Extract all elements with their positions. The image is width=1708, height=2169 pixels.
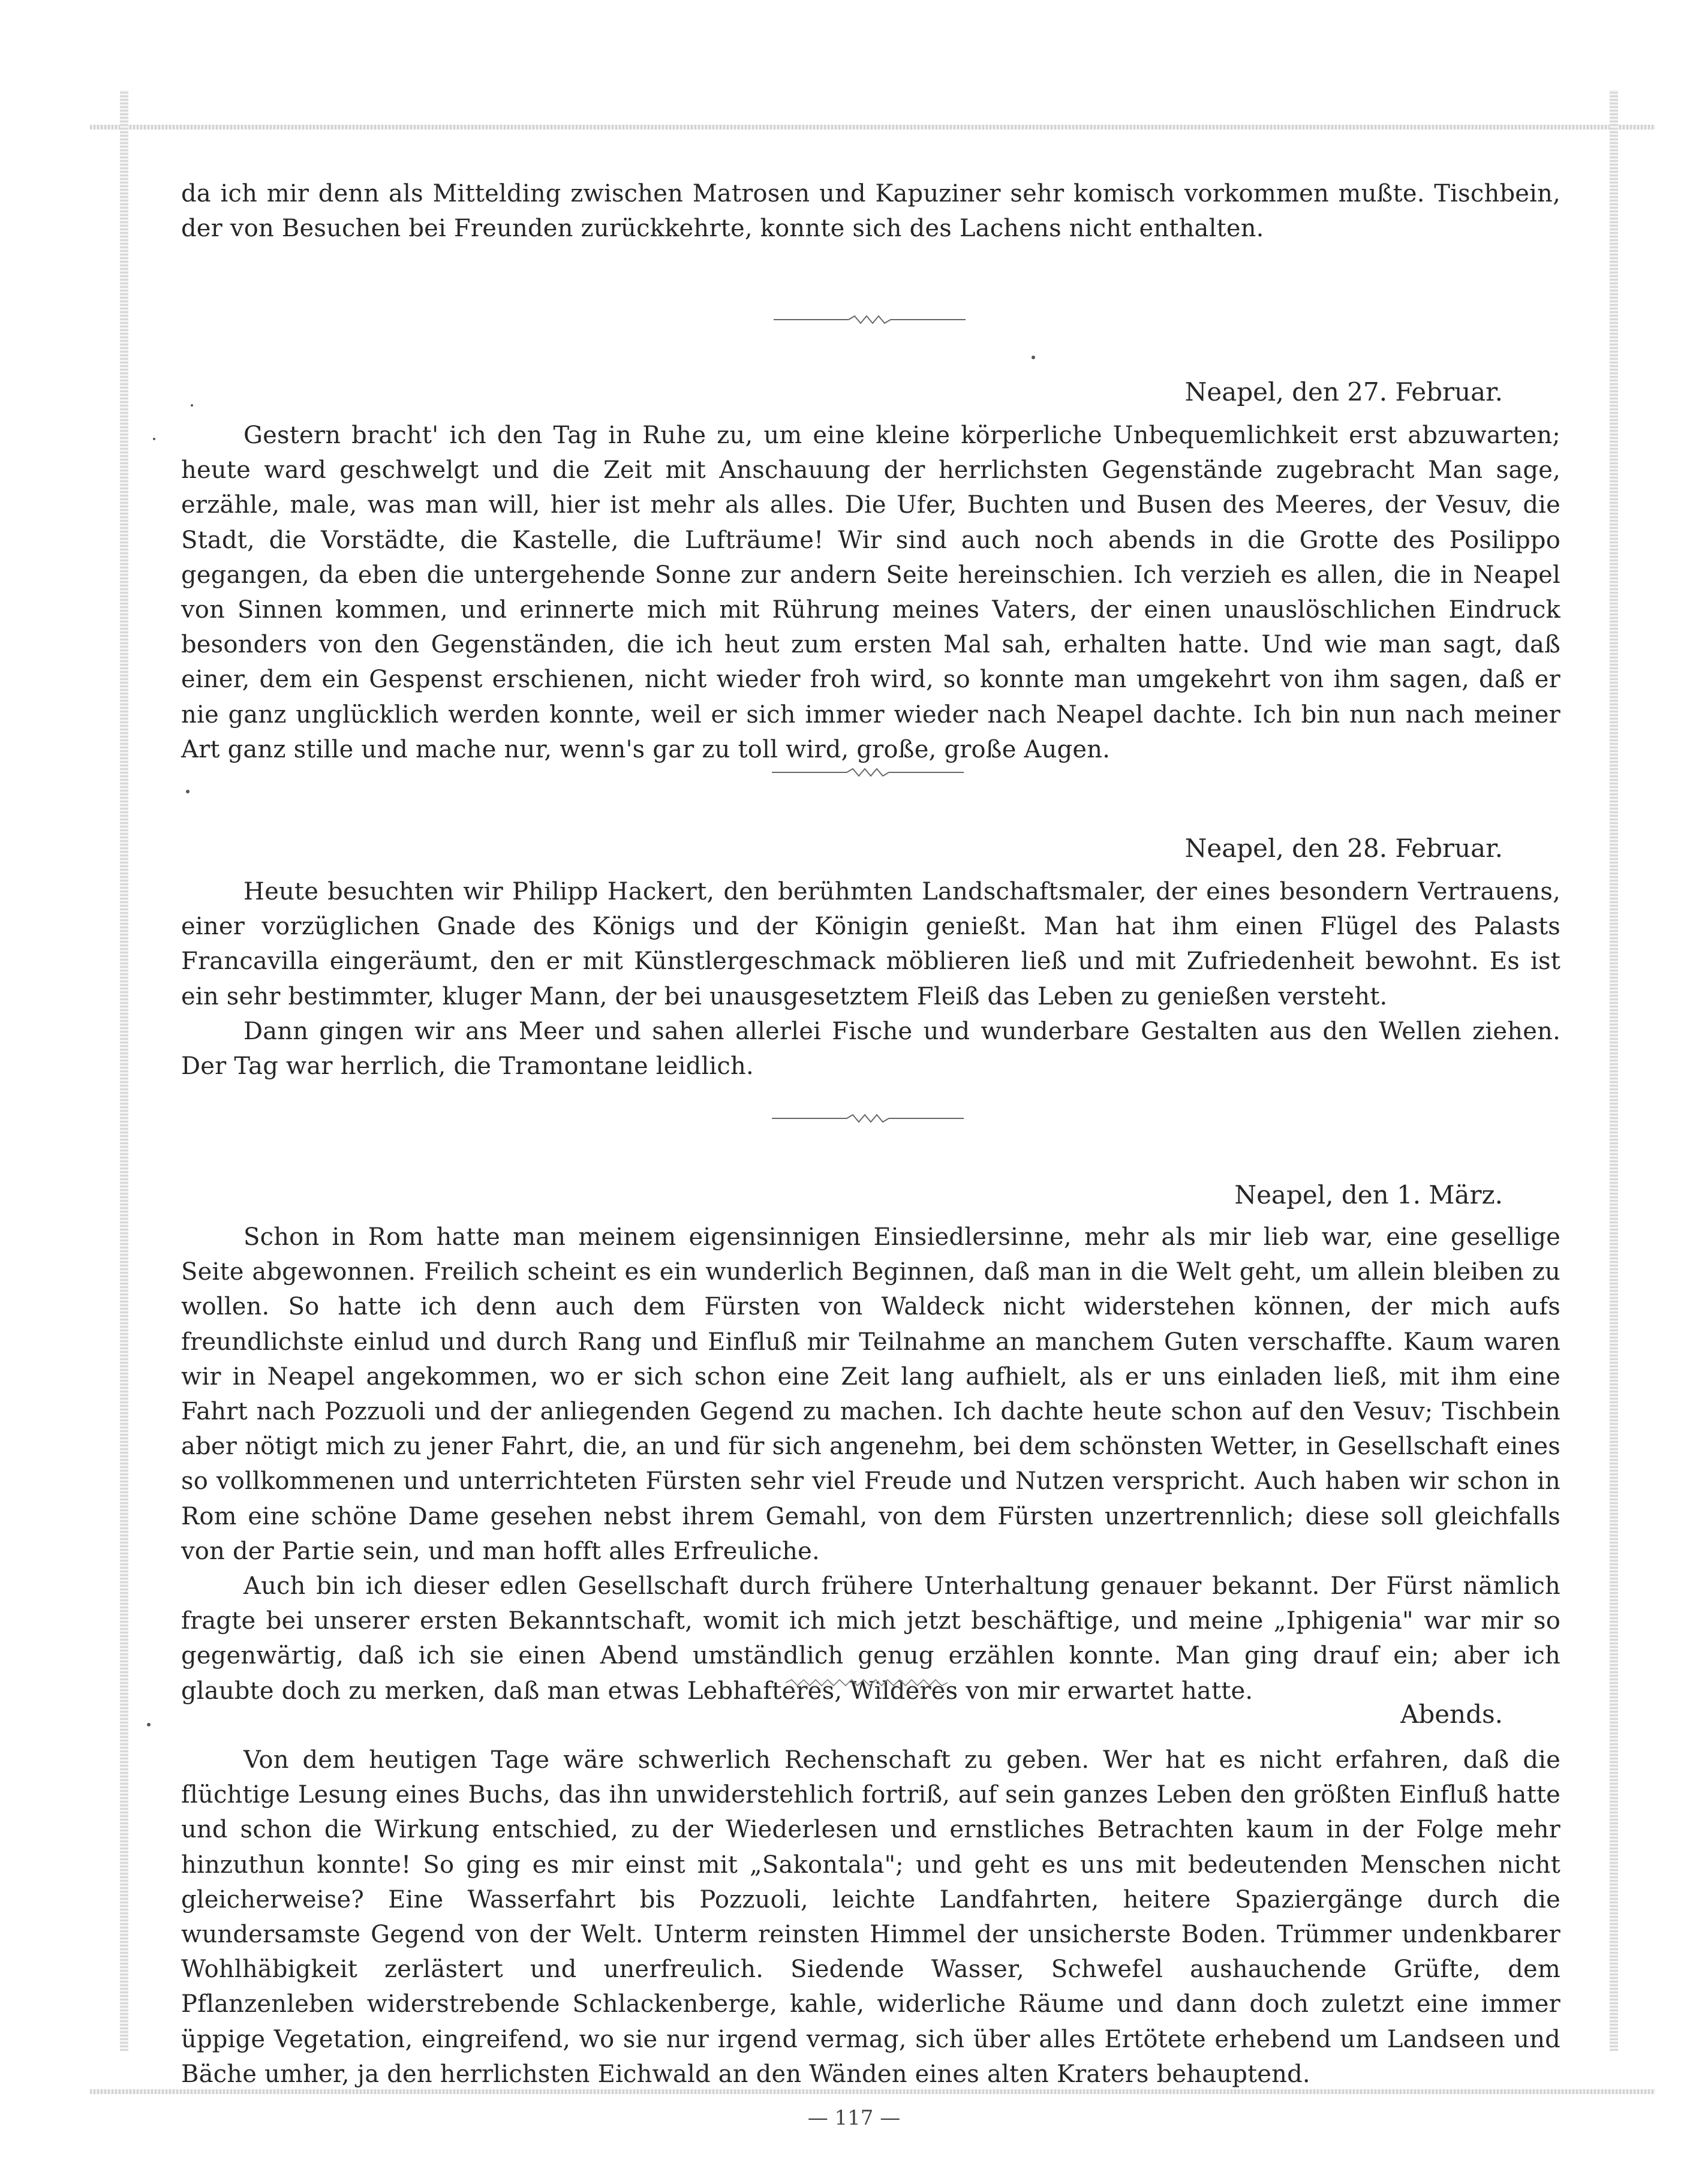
feb28-section [181,874,1560,1084]
paragraph: da ich mir denn als Mittelding zwischen Matrosen und Kapuziner sehr komisch vorkommen mußte. Tischbein, der von Besuchen bei Freunden zurückkehrte, konnte sich des Lachens nicht enthalten. [181,180,1560,243]
mar1-section [181,1220,1560,1708]
paragraph: Dann gingen wir ans Meer und sahen allerlei Fische und wunderbare Gestalten aus den Wellen ziehen. Der Tag war herrlich, die Tramontane leidlich. [181,1017,1560,1081]
date-heading: Neapel, den 27. Februar. [1184,377,1503,407]
paragraph: Von dem heutigen Tage wäre schwerlich Rechenschaft zu geben. Wer hat es nicht erfahren, daß die flüchtige Lesung eines Buchs, das ihn unwiderstehlich fortriß, auf sein ganzes Leben den größten Einfluß hatte und schon die Wirkung entschied, zu der Wiederlesen und ernstliches Betrachten kaum in der Folge mehr hinzuthun konnte! So ging es mir einst mit „Sakontala"; und geht es uns mit bedeutenden Menschen nicht gleicherweise? Eine Wasserfahrt bis Pozzuoli, leichte Landfahrten, heitere Spaziergänge durch die wundersamste Gegend von der Welt. Unterm reinsten Himmel der unsicherste Boden. Trümmer undenkbarer Wohlhäbigkeit zerlästert und unerfreulich. Siedende Wasser, Schwefel aushauchende Grüfte, dem Pflanzenleben widerstrebende Schlackenberge, kahle, widerliche Räume und dann doch zuletzt eine immer üppige Vegetation, eingreifend, wo sie nur irgend vermag, sich über alles Ertötete erhebend um Landseen und Bäche umher, ja den herrlichsten Eichwald an den Wänden eines alten Kraters behauptend. [181,1746,1560,2088]
scan-speck [191,404,193,407]
paragraph: Auch bin ich dieser edlen Gesellschaft durch frühere Unterhaltung genauer bekannt. Der Fürst nämlich fragte bei unserer ersten Bekanntschaft, womit ich mich jetzt beschäftige, und meine „Iphigenia" war mir so gegenwärtig, daß ich sie einen Abend umständlich genug erzählen konnte. Man ging drauf ein; aber ich glaubte doch zu merken, daß man etwas Lebhafteres, Wilderes von mir erwartet hatte. [181,1572,1560,1705]
date-heading: Neapel, den 28. Februar. [1184,834,1503,863]
scan-speck [153,438,155,440]
page-number: — 117 — [807,2106,901,2130]
scan-speck [186,790,190,793]
paragraph: Schon in Rom hatte man meinem eigensinnigen Einsiedlersinne, mehr als mir lieb war, eine gesellige Seite abgewonnen. Freilich scheint es ein wunderlich Beginnen, daß man in die Welt geht, um allein bleiben zu wollen. So hatte ich denn auch dem Fürsten von Waldeck nicht widerstehen können, der mich aufs freundlichste einlud und durch Rang und Einfluß mir Teilnahme an manchem Guten verschaffte. Kaum waren wir in Neapel angekommen, wo er sich schon eine Zeit lang aufhielt, als er uns einladen ließ, mit ihm eine Fahrt nach Pozzuoli und der anliegenden Gegend zu machen. Ich dachte heute schon auf den Vesuv; Tischbein aber nötigt mich zu jener Fahrt, die, an und für sich angenehm, bei dem schönsten Wetter, in Gesellschaft eines so vollkommenen und unterrichteten Fürsten sehr viel Freude und Nutzen verspricht. Auch haben wir schon in Rom eine schöne Dame gesehen nebst ihrem Gemahl, von dem Fürsten unzertrennlich; diese soll gleichfalls von der Partie sein, und man hofft alles Erfreuliche. [181,1223,1560,1565]
intro-section [181,176,1560,246]
left-border-rule [120,90,128,2051]
paragraph: Gestern bracht' ich den Tag in Ruhe zu, um eine kleine körperliche Unbequemlichkeit erst abzuwarten; heute ward geschwelgt und die Zeit mit Anschauung der herrlichsten Gegenstände zugebracht Man sage, erzähle, male, was man will, hier ist mehr als alles. Die Ufer, Buchten und Busen des Meeres, der Vesuv, die Stadt, die Vorstädte, die Kastelle, die Lufträume! Wir sind auch noch abends in die Grotte des Posilippo gegangen, da eben die untergehende Sonne zur andern Seite hereinschien. Ich verzieh es allen, die in Neapel von Sinnen kommen, und erinnerte mich mit Rührung meines Vaters, der einen unauslöschlichen Eindruck besonders von den Gegenständen, die ich heut zum ersten Mal sah, erhalten hatte. Und wie man sagt, daß einer, dem ein Gespenst erschienen, nicht wieder froh wird, so konnte man umgekehrt von ihm sagen, daß er nie ganz unglücklich werden konnte, weil er sich immer wieder nach Neapel dachte. Ich bin nun nach meiner Art ganz stille und mache nur, wenn's gar zu toll wird, große, große Augen. [181,422,1560,763]
feb27-section [181,418,1560,767]
section-divider-ornament [772,1112,964,1124]
section-divider-ornament [786,1677,948,1689]
top-border-rule [90,125,1655,130]
date-heading: Abends. [1400,1699,1503,1729]
abends-section [181,1743,1560,2092]
section-divider-ornament [774,314,966,326]
right-border-rule [1610,90,1618,2051]
scan-speck [1032,356,1035,359]
date-heading: Neapel, den 1. März. [1234,1180,1503,1210]
scan-speck [147,1723,151,1726]
section-divider-ornament [772,766,964,778]
paragraph: Heute besuchten wir Philipp Hackert, den berühmten Landschaftsmaler, der eines besondern Vertrauens, einer vorzüglichen Gnade des Königs und der Königin genießt. Man hat ihm einen Flügel des Palasts Francavilla eingeräumt, den er mit Künstlergeschmack möblieren ließ und mit Zufriedenheit bewohnt. Es ist ein sehr bestimmter, kluger Mann, der bei unausgesetztem Fleiß das Leben zu genießen versteht. [181,878,1560,1010]
